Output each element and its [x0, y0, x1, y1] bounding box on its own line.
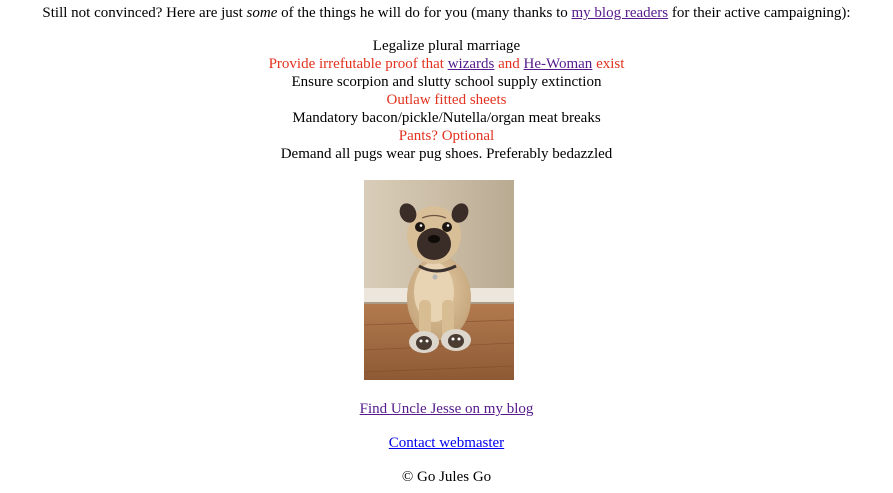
pug-in-pug-shoes-photo [364, 180, 514, 380]
campaign-promises-list [0, 37, 893, 163]
intro-emphasis: some [246, 5, 278, 21]
footer-blog-line [0, 400, 893, 418]
blog-readers-link[interactable]: my blog readers [571, 5, 669, 21]
wizards-link[interactable]: wizards [447, 56, 495, 72]
intro-paragraph [0, 3, 893, 23]
copyright-notice: © Go Jules Go [401, 469, 492, 485]
intro-text-suffix: for their active campaigning): [668, 5, 851, 21]
intro-text-prefix: Still not convinced? Here are just [42, 5, 247, 21]
item-text: exist [592, 56, 625, 72]
list-item: Ensure scorpion and slutty school supply extinction [291, 74, 602, 90]
intro-text-middle: of the things he will do for you (many thanks to [277, 5, 572, 21]
item-text: Provide irrefutable proof that [268, 56, 448, 72]
list-item: Outlaw fitted sheets [386, 92, 507, 108]
footer-contact-line [0, 434, 893, 452]
pug-illustration [364, 180, 514, 380]
list-item [0, 55, 893, 73]
list-item: Pants? Optional [398, 128, 495, 144]
list-item: Mandatory bacon/pickle/Nutella/organ meat breaks [292, 110, 601, 126]
he-woman-link[interactable]: He-Woman [523, 56, 593, 72]
list-item: Legalize plural marriage [372, 38, 521, 54]
find-uncle-jesse-link[interactable]: Find Uncle Jesse on my blog [359, 401, 534, 417]
item-text: and [494, 56, 524, 72]
contact-webmaster-link[interactable]: Contact webmaster [388, 435, 505, 451]
list-item: Demand all pugs wear pug shoes. Preferably bedazzled [280, 146, 613, 162]
